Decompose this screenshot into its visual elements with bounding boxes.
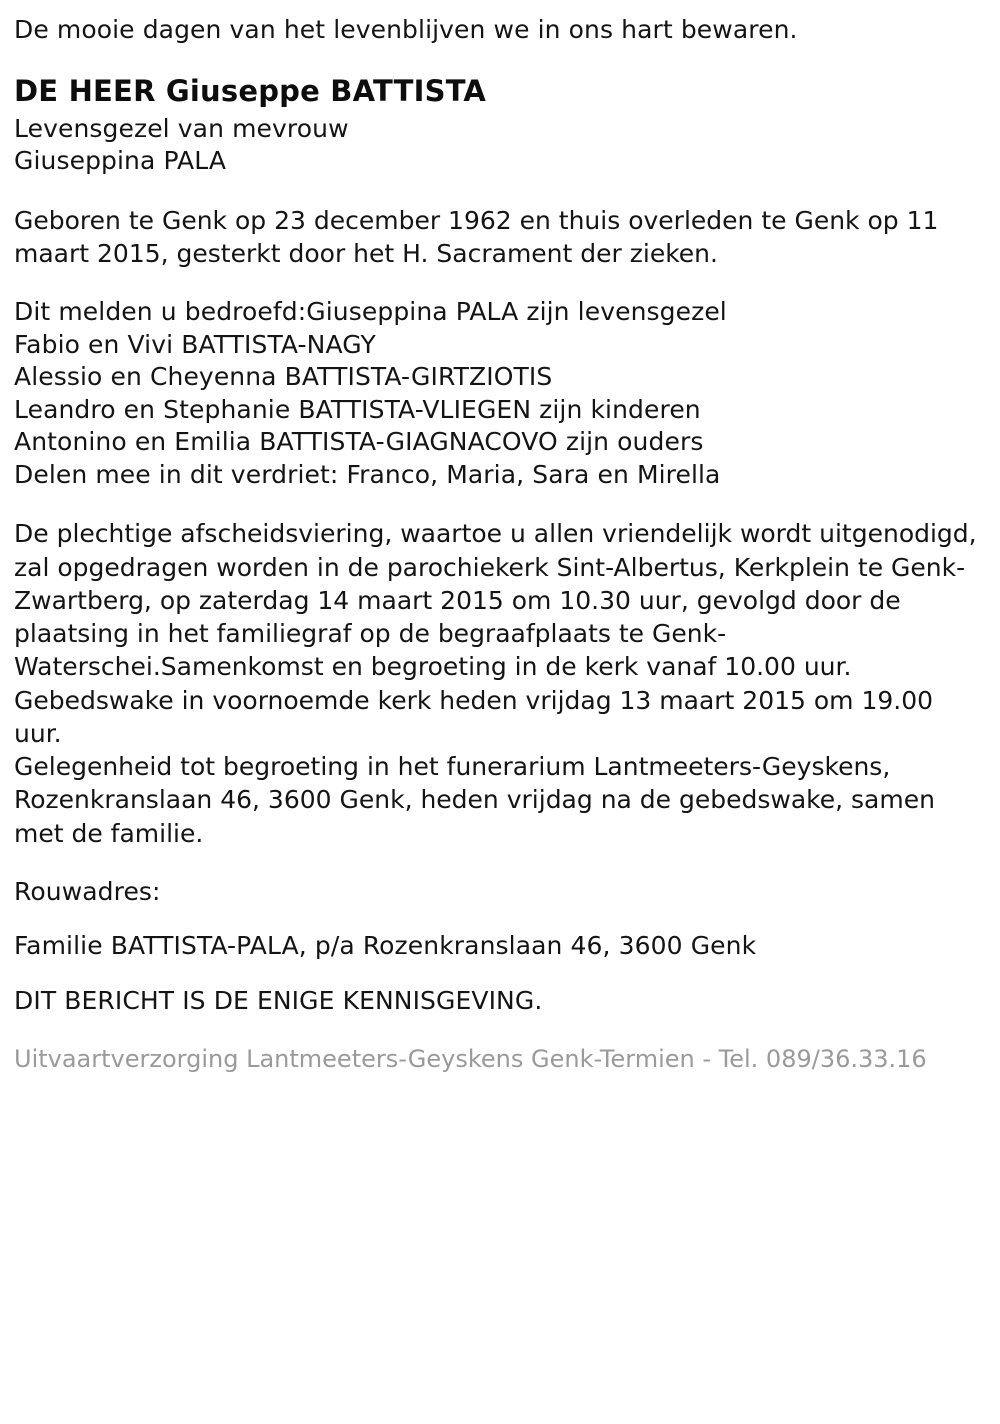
spacer [14,1017,982,1043]
spacer [14,908,982,930]
intro-text: De mooie dagen van het levenblijven we in ons hart bewaren. [14,15,798,44]
spacer [14,963,982,985]
family-member: Antonino en Emilia BATTISTA-GIAGNACOVO zijn ouders [14,427,704,457]
partner-name: Giuseppina PALA [14,146,227,176]
spacer [14,178,982,204]
family-member: Fabio en Vivi BATTISTA-NAGY [14,329,376,359]
spacer [14,850,982,876]
ceremony-paragraph: De plechtige afscheidsviering, waartoe u allen vriendelijk wordt uitgenodigd, zal opgedragen worden in de parochiekerk Sint-Albertus, Kerkplein te Genk-Zwartberg, op zaterdag 14 maart 2015 om 10.30 uur, gevolgd door de plaatsing in het familiegraf op de begraafplaats te Genk-Waterschei.Samenkomst en begroeting in de kerk vanaf 10.00 uur. Gebedswake in voornoemde kerk heden vrijdag 13 maart 2015 om 19.00 uur. [14,519,977,748]
spacer [14,270,982,296]
spacer [14,47,982,73]
birth-death-paragraph: Geboren te Genk op 23 december 1962 en thuis overleden te Genk op 11 maart 2015, gesterkt door het H. Sacrament der zieken. [14,205,939,268]
deceased-name-heading: DE HEER Giuseppe BATTISTA [14,73,487,108]
family-member: Delen mee in dit verdriet: Franco, Maria, Sara en Mirella [14,459,721,489]
partner-label: Levensgezel van mevrouw [14,113,349,143]
condolence-paragraph: Gelegenheid tot begroeting in het funerarium Lantmeeters-Geyskens, Rozenkranslaan 46, 3600 Genk, heden vrijdag na de gebedswake, samen met de familie. [14,752,935,848]
spacer [14,491,982,517]
mourning-address: Familie BATTISTA-PALA, p/a Rozenkranslaan 46, 3600 Genk [14,931,757,961]
family-member: Alessio en Cheyenna BATTISTA-GIRTZIOTIS [14,362,553,392]
funeral-home-footer: Uitvaartverzorging Lantmeeters-Geyskens Genk-Termien - Tel. 089/36.33.16 [14,1045,927,1074]
mourning-address-label: Rouwadres: [14,876,161,906]
announcement-intro: Dit melden u bedroefd:Giuseppina PALA zijn levensgezel [14,297,727,327]
family-member: Leandro en Stephanie BATTISTA-VLIEGEN zijn kinderen [14,394,701,424]
notice-text: DIT BERICHT IS DE ENIGE KENNISGEVING. [14,985,543,1015]
